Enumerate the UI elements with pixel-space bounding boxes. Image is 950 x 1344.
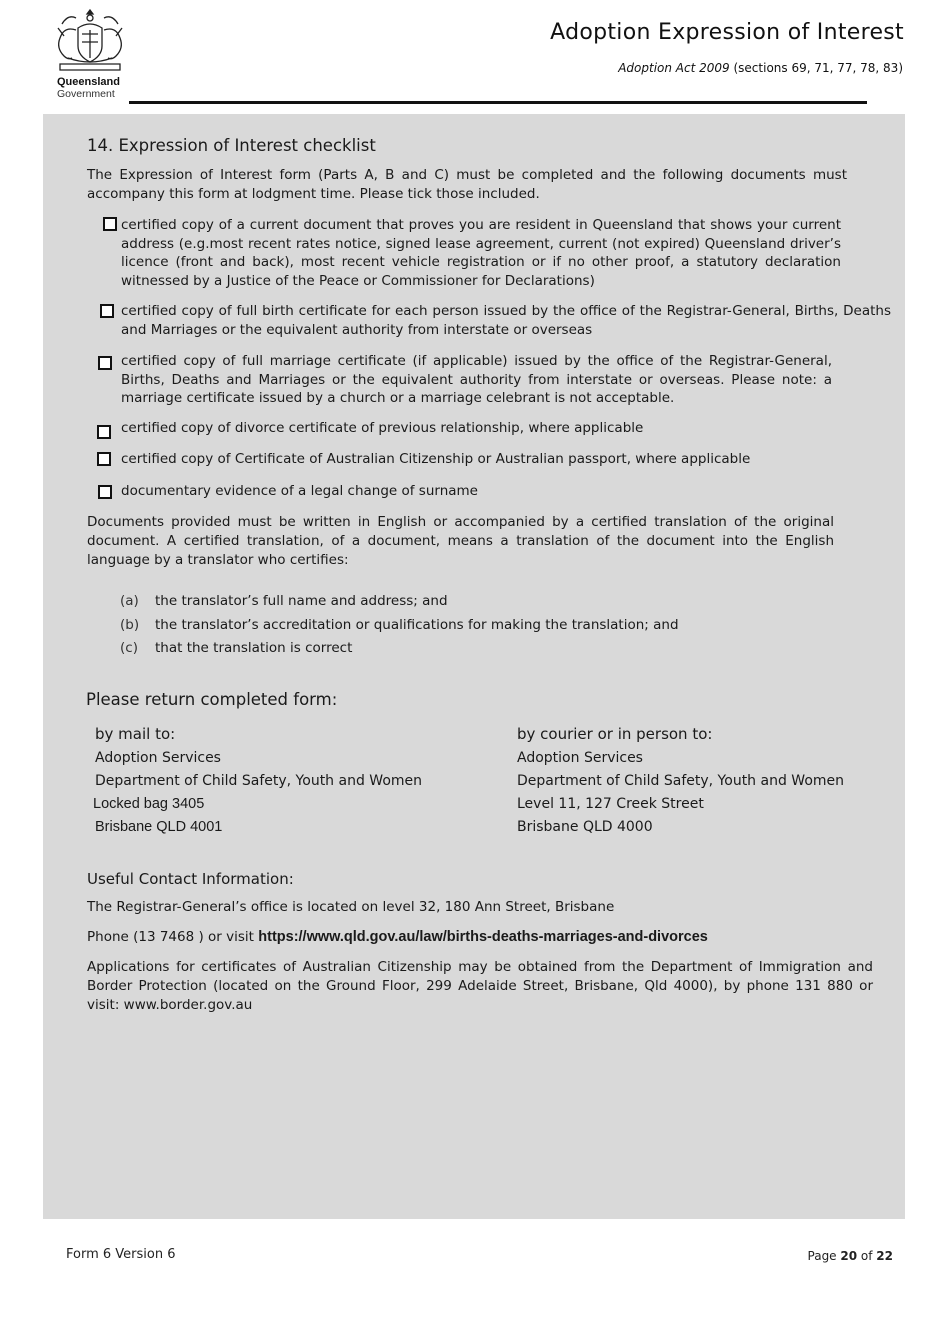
courier-line: Brisbane QLD 4000 [517,819,653,835]
contact-title: Useful Contact Information: [87,870,294,888]
phone-text: Phone (13 7468 ) or visit [87,929,259,945]
checklist-item-text: certified copy of full marriage certificate (if applicable) issued by the office of the Registrar-General, Births, Deaths and Marriages or the equivalent authority from interstate or overseas. Please note: a marriage certificate issued by a church or a marriage celebrant is not acceptable. [121,353,832,406]
checkbox[interactable] [97,425,111,439]
page-total: 22 [876,1249,893,1263]
list-item [120,592,448,610]
list-item-text: that the translation is correct [155,640,353,656]
translation-requirements: Documents provided must be written in English or accompanied by a certified translation of the original document. A certified translation, of a document, means a translation of the document into the English language by a translator who certifies: [87,514,834,568]
page-header [0,0,950,110]
logo-government: Government [57,88,115,100]
list-item [120,639,352,657]
form-version: Form 6 Version 6 [66,1247,176,1262]
logo-queensland: Queensland [57,76,120,88]
checklist-item-text: certified copy of divorce certificate of previous relationship, where applicable [121,420,644,436]
mail-line: Locked bag 3405 [93,796,205,812]
checkbox[interactable] [98,485,112,499]
page-of: of [857,1249,877,1263]
mail-line: Department of Child Safety, Youth and Women [95,773,423,789]
checkbox[interactable] [100,304,114,318]
page-label: Page [807,1249,841,1263]
list-item [120,616,679,634]
mail-address [95,723,422,839]
checklist-item-text: certified copy of a current document that proves you are resident in Queensland that shows your current address (e.g.most recent rates notice, signed lease agreement, current (not expired) Queensland driver’s licence (front and back), most recent vehicle registration or if no other proof, a statutory declaration witnessed by a Justice of the Peace or Commissioner for Declarations) [121,217,841,289]
act-sections: (sections 69, 71, 77, 78, 83) [729,61,903,75]
header-divider [129,101,867,104]
mail-line: Brisbane QLD 4001 [95,819,223,835]
section-intro: The Expression of Interest form (Parts A, B and C) must be completed and the following documents must accompany this form at lodgment time. Please tick those included. [87,167,847,202]
document-title: Adoption Expression of Interest [550,20,904,45]
list-marker: (a) [120,593,139,609]
return-form-title: Please return completed form: [86,690,338,709]
courier-line: Level 11, 127 Creek Street [517,796,704,812]
queensland-crest-icon [48,6,132,76]
act-reference [618,61,903,75]
list-marker: (b) [120,617,140,633]
checkbox[interactable] [103,217,117,231]
courier-label: by courier or in person to: [517,725,713,743]
government-logo [57,76,120,100]
checklist-item-text: certified copy of Certificate of Australian Citizenship or Australian passport, where applicable [121,451,751,467]
checkbox[interactable] [98,356,112,370]
courier-address [517,723,844,839]
registrar-info: The Registrar-General’s office is located on level 32, 180 Ann Street, Brisbane [87,899,615,915]
checklist-item-text: certified copy of full birth certificate for each person issued by the office of the Registrar-General, Births, Deaths and Marriages or the equivalent authority from interstate or overseas [121,303,891,338]
act-name: Adoption Act 2009 [618,61,730,75]
checkbox[interactable] [97,452,111,466]
citizenship-info: Applications for certificates of Australian Citizenship may be obtained from the Department of Immigration and Border Protection (located on the Ground Floor, 299 Adelaide Street, Brisbane, Qld 4000), by phone 131 880 or visit: www.border.gov.au [87,959,873,1013]
list-item-text: the translator’s full name and address; and [155,593,448,609]
page-number [808,1249,893,1263]
bdm-link[interactable]: https://www.qld.gov.au/law/births-deaths-marriages-and-divorces [258,929,708,945]
checklist-item-text: documentary evidence of a legal change of surname [121,483,478,499]
mail-label: by mail to: [95,725,176,743]
courier-line: Department of Child Safety, Youth and Women [517,773,845,789]
list-item-text: the translator’s accreditation or qualifications for making the translation; and [155,617,679,633]
courier-line: Adoption Services [517,750,643,766]
section-title: 14. Expression of Interest checklist [87,136,376,155]
list-marker: (c) [120,640,138,656]
mail-line: Adoption Services [95,750,221,766]
phone-info [87,929,708,945]
page-current: 20 [840,1249,858,1263]
